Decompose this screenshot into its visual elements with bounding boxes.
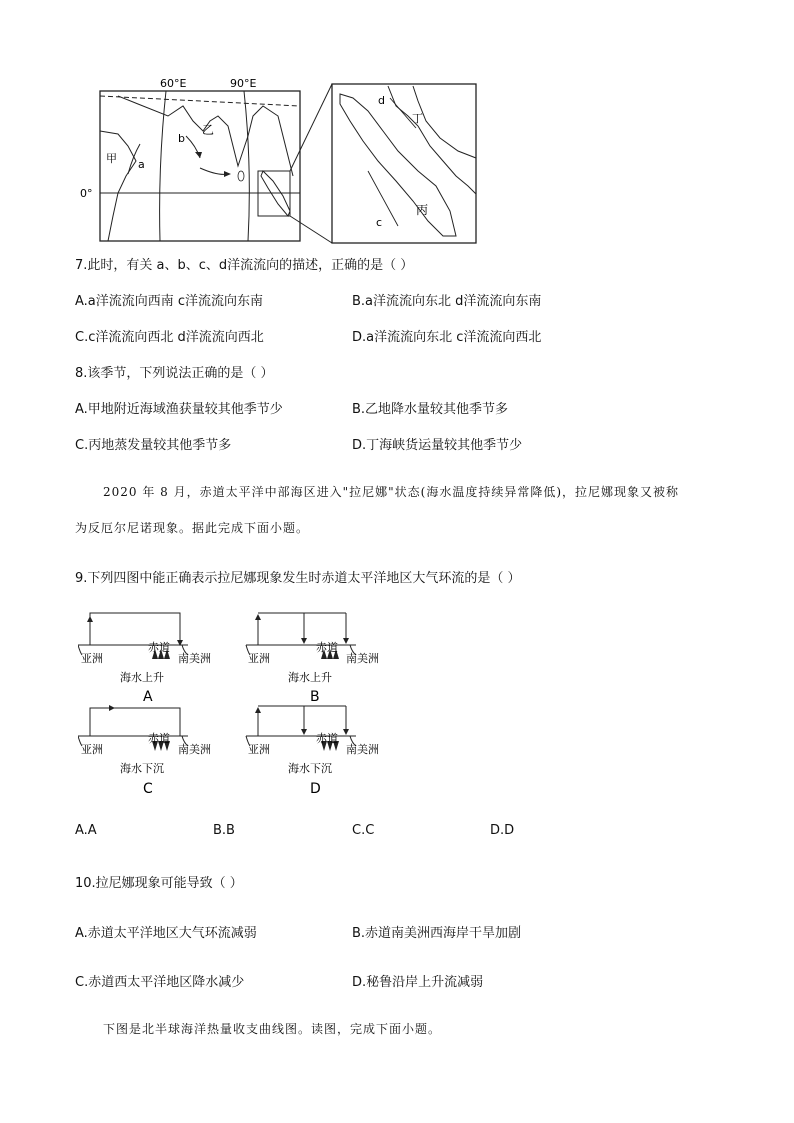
q7-option-b[interactable]: B.a洋流流向东北 d洋流流向东南 <box>352 294 542 309</box>
diagram-b-south-america: 南美洲 <box>346 652 379 665</box>
q10-option-b[interactable]: B.赤道南美洲西海岸干旱加剧 <box>352 926 522 941</box>
label-current-d: d <box>378 94 385 107</box>
lon-60-label: 60°E <box>160 77 187 90</box>
diagram-a <box>78 613 211 705</box>
passage-2-line-1: 下图是北半球海洋热量收支曲线图。读图，完成下面小题。 <box>103 1022 442 1036</box>
q8-option-b[interactable]: B.乙地降水量较其他季节多 <box>352 402 509 417</box>
diagram-c <box>78 708 211 797</box>
q9-option-c[interactable]: C.C <box>352 823 375 838</box>
diagram-a-label: A <box>143 689 153 705</box>
sri-lanka <box>238 171 244 181</box>
diagram-a-rise: 海水上升 <box>120 671 164 684</box>
diagram-a-equator: 赤道 <box>148 641 170 654</box>
q9-option-b[interactable]: B.B <box>213 823 235 838</box>
diagram-a-asia: 亚洲 <box>81 652 103 665</box>
label-current-b: b <box>178 132 185 145</box>
diagram-c-sink: 海水下沉 <box>120 762 164 775</box>
q7-option-d[interactable]: D.a洋流流向东北 c洋流流向西北 <box>352 330 542 345</box>
diagram-c-asia: 亚洲 <box>81 743 103 756</box>
inset-map-frame <box>332 84 476 243</box>
passage-1-line-1: 2020 年 8 月，赤道太平洋中部海区进入"拉尼娜"状态(海水温度持续异常降低)，拉尼娜现象又被称 <box>103 485 680 499</box>
q9-stem: 9.下列四图中能正确表示拉尼娜现象发生时赤道太平洋地区大气环流的是（ ） <box>75 571 521 586</box>
diagram-b-label: B <box>310 689 320 705</box>
diagram-d-south-america: 南美洲 <box>346 743 379 756</box>
africa-coast <box>100 131 136 241</box>
lat-0-label: 0° <box>80 187 93 200</box>
current-b2-arrowhead <box>224 171 231 177</box>
q10-option-c[interactable]: C.赤道西太平洋地区降水减少 <box>75 975 245 990</box>
diagram-c-label: C <box>143 781 153 797</box>
q10-option-d[interactable]: D.秘鲁沿岸上升流减弱 <box>352 975 484 990</box>
diagram-b-equator: 赤道 <box>316 641 338 654</box>
label-ding: 丁 <box>412 112 423 125</box>
passage-1-line-2: 为反厄尔尼诺现象。据此完成下面小题。 <box>75 521 310 535</box>
connector-top <box>290 84 332 171</box>
q10-stem: 10.拉尼娜现象可能导致（ ） <box>75 876 243 891</box>
diagram-a-south-america: 南美洲 <box>178 652 211 665</box>
diagram-b-rise: 海水上升 <box>288 671 332 684</box>
connector-bottom <box>290 216 332 243</box>
label-current-a: a <box>138 158 145 171</box>
label-bing: 丙 <box>416 203 429 217</box>
sumatra-inset <box>340 94 456 236</box>
current-b2-line <box>200 168 228 174</box>
q7-stem: 7.此时，有关 a、b、c、d洋流流向的描述，正确的是（ ） <box>75 258 414 273</box>
diagram-d-equator: 赤道 <box>316 732 338 745</box>
diagram-d-sink: 海水下沉 <box>288 762 332 775</box>
q8-option-c[interactable]: C.丙地蒸发量较其他季节多 <box>75 438 232 453</box>
label-current-c: c <box>376 216 383 229</box>
q9-option-a[interactable]: A.A <box>75 823 97 838</box>
diagram-d-label: D <box>310 781 321 797</box>
diagram-c-south-america: 南美洲 <box>178 743 211 756</box>
diagram-d-asia: 亚洲 <box>248 743 270 756</box>
lon-90-label: 90°E <box>230 77 257 90</box>
q9-option-d[interactable]: D.D <box>490 823 515 838</box>
diagram-b-asia: 亚洲 <box>248 652 270 665</box>
q8-option-a[interactable]: A.甲地附近海域渔获量较其他季节少 <box>75 402 283 417</box>
q8-option-d[interactable]: D.丁海峡货运量较其他季节少 <box>352 438 523 453</box>
diagram-c-equator: 赤道 <box>148 732 170 745</box>
indian-ocean-map <box>78 76 478 248</box>
q7-option-c[interactable]: C.c洋流流向西北 d洋流流向西北 <box>75 330 264 345</box>
label-jia: 甲 <box>106 152 117 165</box>
current-c-line <box>368 171 398 226</box>
malay-coast-1 <box>388 86 476 194</box>
q8-stem: 8.该季节，下列说法正确的是（ ） <box>75 366 274 381</box>
label-yi: 乙 <box>202 123 215 137</box>
current-b-arrowhead <box>195 152 202 158</box>
diagram-d <box>246 706 379 797</box>
q10-option-a[interactable]: A.赤道太平洋地区大气环流减弱 <box>75 926 257 941</box>
diagram-b <box>246 613 379 705</box>
q7-option-a[interactable]: A.a洋流流向西南 c洋流流向东南 <box>75 294 264 309</box>
walker-circulation-diagrams <box>78 605 398 800</box>
meridian-90 <box>244 91 249 241</box>
